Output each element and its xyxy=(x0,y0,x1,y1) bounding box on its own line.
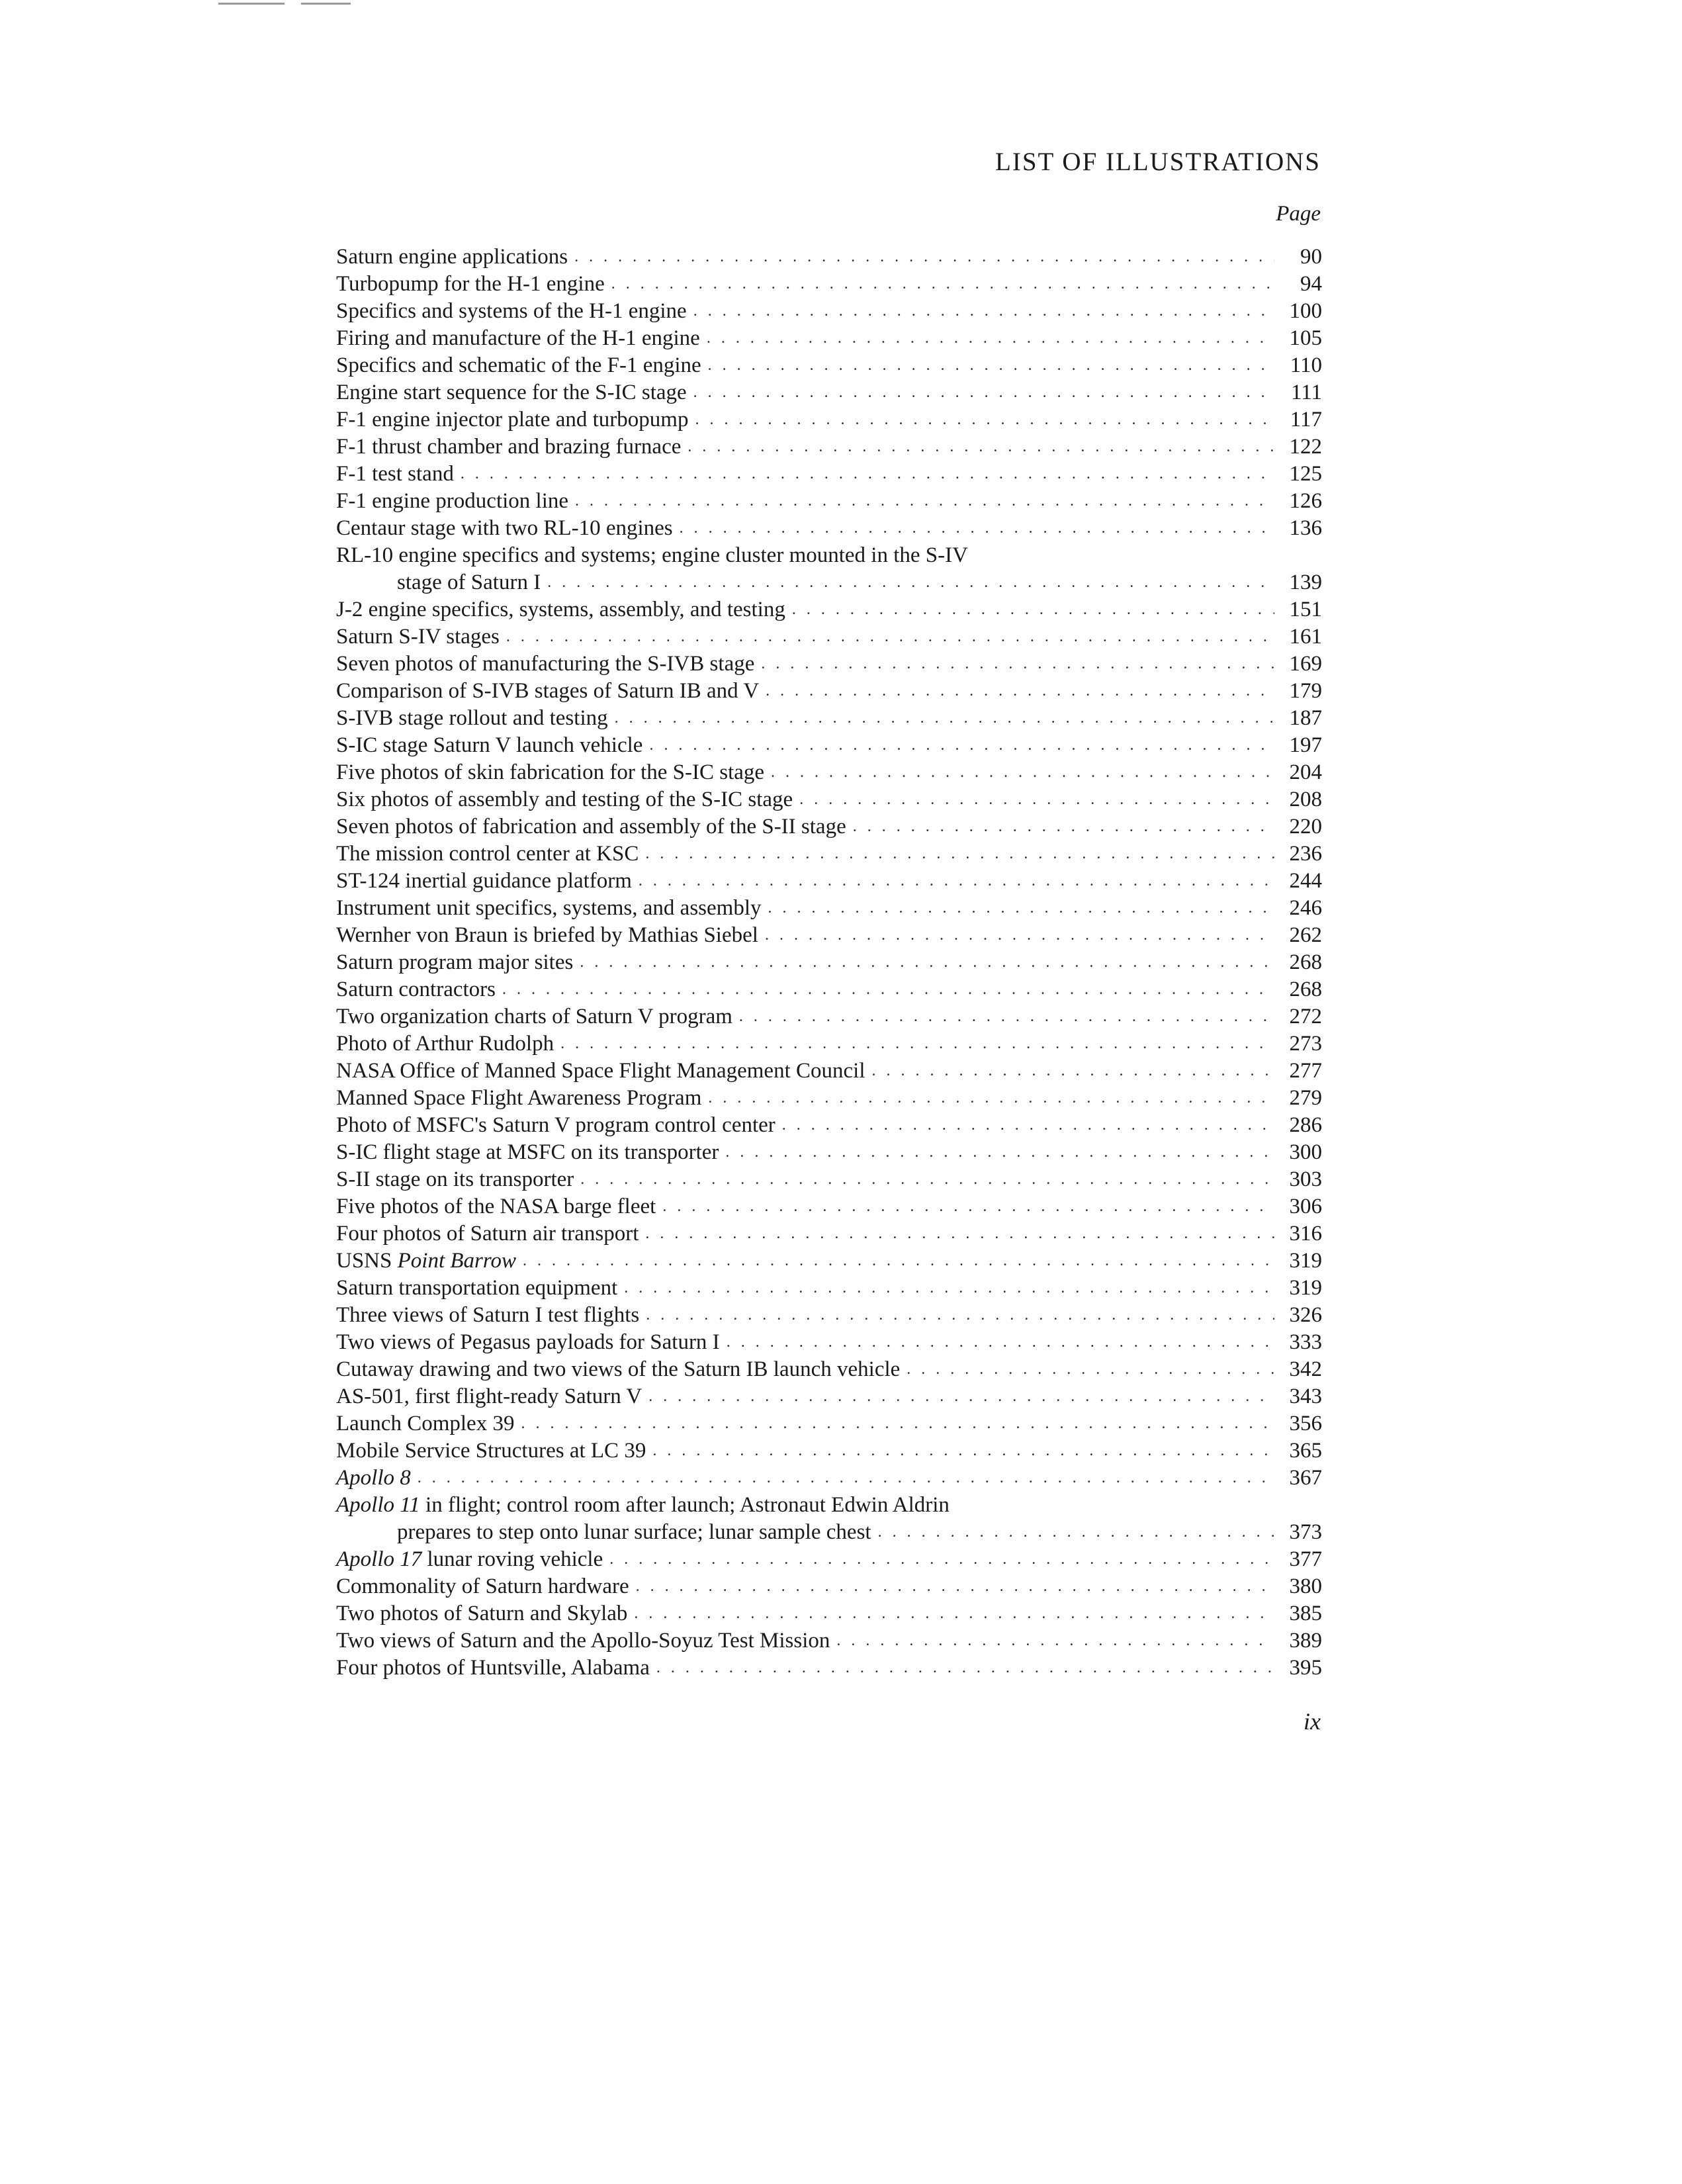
list-item-title: Two views of Pegasus payloads for Saturn I xyxy=(336,1330,720,1354)
list-item-page-number: 136 xyxy=(1289,516,1322,540)
list-item-page-number: 246 xyxy=(1289,896,1322,920)
list-item-page-number: 279 xyxy=(1289,1086,1322,1110)
list-item xyxy=(336,515,1322,542)
dot-leader xyxy=(634,1600,1274,1627)
dot-leader xyxy=(611,271,1274,298)
list-item xyxy=(336,813,1322,841)
list-item-page-number: 306 xyxy=(1289,1195,1322,1218)
list-item-page-number: 110 xyxy=(1290,353,1322,377)
list-item-title: Comparison of S-IVB stages of Saturn IB and V xyxy=(336,679,760,703)
list-item-page-number: 326 xyxy=(1289,1303,1322,1327)
list-item xyxy=(336,705,1322,732)
scan-artifact-mark xyxy=(218,3,285,5)
dot-leader xyxy=(799,786,1274,813)
dot-leader xyxy=(461,461,1274,488)
list-item-page-number: 377 xyxy=(1289,1547,1322,1571)
list-item-page-number: 319 xyxy=(1289,1276,1322,1300)
list-item-title: Engine start sequence for the S-IC stage xyxy=(336,381,687,404)
list-item-title: Cutaway drawing and two views of the Saturn IB launch vehicle xyxy=(336,1357,901,1381)
list-item-title: Apollo 8 xyxy=(336,1466,411,1490)
list-item xyxy=(336,433,1322,461)
dot-leader xyxy=(648,1383,1274,1410)
dot-leader xyxy=(771,759,1274,786)
dot-leader xyxy=(506,623,1274,651)
list-item xyxy=(336,786,1322,813)
list-item-page-number: 365 xyxy=(1289,1439,1322,1463)
dot-leader xyxy=(624,1275,1274,1302)
list-item-title: Saturn S-IV stages xyxy=(336,625,500,649)
list-item xyxy=(336,1600,1322,1627)
list-item-page-number: 343 xyxy=(1289,1385,1322,1408)
dot-leader xyxy=(766,678,1274,705)
list-item xyxy=(336,1275,1322,1302)
list-item-title: RL-10 engine specifics and systems; engine cluster mounted in the S-IV xyxy=(336,543,968,567)
dot-leader xyxy=(609,1546,1274,1573)
list-item-title-continuation: stage of Saturn I xyxy=(397,570,541,594)
dot-leader xyxy=(853,813,1274,841)
list-item xyxy=(336,1112,1322,1139)
list-item-page-number: 319 xyxy=(1289,1249,1322,1273)
dot-leader xyxy=(652,1437,1274,1465)
list-item-title: USNS xyxy=(336,1249,392,1273)
list-item-page-number: 117 xyxy=(1290,408,1322,432)
list-item-title: F-1 test stand xyxy=(336,462,454,486)
list-item-title: Seven photos of manufacturing the S-IVB stage xyxy=(336,652,755,676)
dot-leader xyxy=(656,1655,1274,1682)
list-item-page-number: 151 xyxy=(1289,598,1322,621)
list-item-title: Seven photos of fabrication and assembly of the S-II stage xyxy=(336,815,846,839)
list-item-title: Firing and manufacture of the H-1 engine xyxy=(336,326,700,350)
dot-leader xyxy=(547,569,1274,596)
dot-leader xyxy=(521,1410,1274,1437)
list-item-page-number: 395 xyxy=(1289,1656,1322,1680)
dot-leader xyxy=(836,1627,1274,1655)
list-item-page-number: 277 xyxy=(1289,1059,1322,1083)
list-item-page-number: 204 xyxy=(1289,760,1322,784)
dot-leader xyxy=(523,1248,1274,1275)
list-item-title: AS-501, first flight-ready Saturn V xyxy=(336,1385,642,1408)
dot-leader xyxy=(636,1573,1274,1600)
dot-leader xyxy=(662,1193,1274,1220)
list-item-page-number: 161 xyxy=(1289,625,1322,649)
list-item-page-number: 208 xyxy=(1289,788,1322,811)
list-item-title: S-IC stage Saturn V launch vehicle xyxy=(336,733,643,757)
list-item-page-number: 169 xyxy=(1289,652,1322,676)
list-item xyxy=(336,244,1322,271)
dot-leader xyxy=(418,1465,1274,1492)
dot-leader xyxy=(680,515,1274,542)
list-item-page-number: 179 xyxy=(1289,679,1322,703)
list-item-page-number: 105 xyxy=(1289,326,1322,350)
list-item-page-number: 197 xyxy=(1289,733,1322,757)
list-item xyxy=(336,1627,1322,1655)
list-item-page-number: 273 xyxy=(1289,1032,1322,1056)
list-item-page-number: 122 xyxy=(1289,435,1322,459)
list-item-title: Turbopump for the H-1 engine xyxy=(336,272,605,296)
dot-leader xyxy=(695,406,1274,433)
list-item-title: F-1 engine production line xyxy=(336,489,569,513)
list-item-title: Two photos of Saturn and Skylab xyxy=(336,1602,628,1625)
list-item xyxy=(336,1492,1322,1546)
list-item-page-number: 187 xyxy=(1289,706,1322,730)
list-item xyxy=(336,1302,1322,1329)
list-item-page-number: 303 xyxy=(1289,1167,1322,1191)
list-item-title: Five photos of the NASA barge fleet xyxy=(336,1195,656,1218)
list-item xyxy=(336,352,1322,379)
list-item xyxy=(336,1410,1322,1437)
list-item xyxy=(336,841,1322,868)
list-item-title: S-IC flight stage at MSFC on its transporter xyxy=(336,1140,719,1164)
list-item-page-number: 380 xyxy=(1289,1574,1322,1598)
list-item-title: Mobile Service Structures at LC 39 xyxy=(336,1439,646,1463)
list-item-title-continuation: prepares to step onto lunar surface; lunar sample chest xyxy=(397,1520,871,1544)
list-item-title: Six photos of assembly and testing of the S-IC stage xyxy=(336,788,793,811)
list-item xyxy=(336,732,1322,759)
dot-leader xyxy=(580,1166,1274,1193)
list-item-page-number: 268 xyxy=(1289,978,1322,1001)
dot-leader xyxy=(707,325,1274,352)
dot-leader xyxy=(646,1302,1274,1329)
list-item xyxy=(336,1329,1322,1356)
list-item-page-number: 373 xyxy=(1289,1520,1322,1544)
list-item xyxy=(336,1573,1322,1600)
list-item-title: Four photos of Saturn air transport xyxy=(336,1222,639,1246)
list-item-title: J-2 engine specifics, systems, assembly, and testing xyxy=(336,598,785,621)
list-item xyxy=(336,949,1322,976)
list-item xyxy=(336,1655,1322,1682)
dot-leader xyxy=(725,1139,1274,1166)
list-item-title: Five photos of skin fabrication for the S-IC stage xyxy=(336,760,765,784)
list-item-page-number: 111 xyxy=(1290,381,1322,404)
list-item-page-number: 236 xyxy=(1289,842,1322,866)
list-item-title: lunar roving vehicle xyxy=(421,1547,603,1571)
illustration-list xyxy=(336,244,1322,1682)
list-item-page-number: 262 xyxy=(1289,923,1322,947)
list-item-title: S-II stage on its transporter xyxy=(336,1167,574,1191)
list-item xyxy=(336,379,1322,406)
list-item-title: Commonality of Saturn hardware xyxy=(336,1574,629,1598)
list-item-page-number: 94 xyxy=(1300,272,1322,296)
page-column-header: Page xyxy=(1276,202,1321,226)
list-item xyxy=(336,596,1322,623)
list-item-title-italic: Apollo 17 xyxy=(336,1547,422,1571)
list-item-title: F-1 engine injector plate and turbopump xyxy=(336,408,689,432)
list-item xyxy=(336,1383,1322,1410)
list-item xyxy=(336,651,1322,678)
list-item xyxy=(336,1546,1322,1573)
dot-leader xyxy=(739,1003,1274,1030)
list-item-title: Three views of Saturn I test flights xyxy=(336,1303,640,1327)
list-item xyxy=(336,1030,1322,1058)
list-item-page-number: 220 xyxy=(1289,815,1322,839)
list-item-page-number: 100 xyxy=(1289,299,1322,323)
list-item xyxy=(336,868,1322,895)
dot-leader xyxy=(560,1030,1274,1058)
dot-leader xyxy=(878,1519,1274,1546)
dot-leader xyxy=(768,895,1275,922)
list-item xyxy=(336,1003,1322,1030)
list-item-page-number: 268 xyxy=(1289,950,1322,974)
list-item-page-number: 385 xyxy=(1289,1602,1322,1625)
list-item xyxy=(336,922,1322,949)
list-item-title: Two views of Saturn and the Apollo-Soyuz Test Mission xyxy=(336,1629,830,1653)
list-item xyxy=(336,1356,1322,1383)
list-item xyxy=(336,1193,1322,1220)
dot-leader xyxy=(693,298,1274,325)
list-item-page-number: 126 xyxy=(1289,489,1322,513)
dot-leader xyxy=(649,732,1274,759)
list-item xyxy=(336,1139,1322,1166)
list-item xyxy=(336,1166,1322,1193)
list-item-title: NASA Office of Manned Space Flight Management Council xyxy=(336,1059,865,1083)
dot-leader xyxy=(645,1220,1274,1248)
list-item xyxy=(336,1465,1322,1492)
page-folio: ix xyxy=(1304,1708,1321,1735)
dot-leader xyxy=(575,488,1274,515)
list-item-title: Saturn program major sites xyxy=(336,950,574,974)
list-item-page-number: 342 xyxy=(1289,1357,1322,1381)
list-item xyxy=(336,895,1322,922)
list-item-title: Instrument unit specifics, systems, and assembly xyxy=(336,896,762,920)
list-item xyxy=(336,542,1322,596)
list-item xyxy=(336,271,1322,298)
dot-leader xyxy=(574,244,1274,271)
list-item-page-number: 333 xyxy=(1289,1330,1322,1354)
list-item xyxy=(336,1248,1322,1275)
dot-leader xyxy=(727,1329,1274,1356)
scan-artifact-mark xyxy=(301,3,351,5)
list-item-title: Specifics and systems of the H-1 engine xyxy=(336,299,687,323)
list-item-title: Saturn transportation equipment xyxy=(336,1276,618,1300)
list-item-page-number: 125 xyxy=(1289,462,1322,486)
list-item xyxy=(336,1058,1322,1085)
dot-leader xyxy=(615,705,1274,732)
dot-leader xyxy=(687,433,1274,461)
dot-leader xyxy=(761,651,1274,678)
list-item xyxy=(336,461,1322,488)
dot-leader xyxy=(907,1356,1274,1383)
list-item-page-number: 316 xyxy=(1289,1222,1322,1246)
dot-leader xyxy=(708,1085,1274,1112)
list-item-title: Centaur stage with two RL-10 engines xyxy=(336,516,673,540)
dot-leader xyxy=(792,596,1274,623)
list-item-page-number: 286 xyxy=(1289,1113,1322,1137)
list-item xyxy=(336,1437,1322,1465)
list-item-title: Photo of Arthur Rudolph xyxy=(336,1032,554,1056)
dot-leader xyxy=(502,976,1274,1003)
list-item-title: in flight; control room after launch; Astronaut Edwin Aldrin xyxy=(420,1493,950,1517)
list-item-title: S-IVB stage rollout and testing xyxy=(336,706,608,730)
dot-leader xyxy=(782,1112,1274,1139)
list-item-page-number: 300 xyxy=(1289,1140,1322,1164)
list-item-title-italic: Apollo 11 xyxy=(336,1493,420,1517)
list-item-title: Saturn engine applications xyxy=(336,245,568,269)
dot-leader xyxy=(580,949,1274,976)
dot-leader xyxy=(708,352,1274,379)
list-item-title: F-1 thrust chamber and brazing furnace xyxy=(336,435,682,459)
dot-leader xyxy=(693,379,1274,406)
list-item-title: ST-124 inertial guidance platform xyxy=(336,869,632,893)
list-item-title: Two organization charts of Saturn V program xyxy=(336,1005,732,1028)
list-item xyxy=(336,298,1322,325)
list-item-title: Specifics and schematic of the F-1 engine xyxy=(336,353,701,377)
list-item xyxy=(336,488,1322,515)
list-item xyxy=(336,759,1322,786)
list-item-page-number: 90 xyxy=(1300,245,1322,269)
list-item xyxy=(336,976,1322,1003)
list-item-title: Launch Complex 39 xyxy=(336,1412,515,1435)
list-item xyxy=(336,406,1322,433)
list-item-page-number: 139 xyxy=(1289,570,1322,594)
list-item xyxy=(336,1085,1322,1112)
list-item-page-number: 356 xyxy=(1289,1412,1322,1435)
list-item xyxy=(336,623,1322,651)
page-title: LIST OF ILLUSTRATIONS xyxy=(995,148,1321,176)
list-item-title: Manned Space Flight Awareness Program xyxy=(336,1086,702,1110)
list-item-title: Four photos of Huntsville, Alabama xyxy=(336,1656,650,1680)
list-item xyxy=(336,1220,1322,1248)
list-item xyxy=(336,325,1322,352)
dot-leader xyxy=(639,868,1274,895)
dot-leader xyxy=(872,1058,1275,1085)
list-item-title: The mission control center at KSC xyxy=(336,842,639,866)
list-item-page-number: 272 xyxy=(1289,1005,1322,1028)
dot-leader xyxy=(765,922,1274,949)
list-item-title-italic: Point Barrow xyxy=(397,1249,516,1273)
list-item-page-number: 244 xyxy=(1289,869,1322,893)
list-item xyxy=(336,678,1322,705)
list-item-page-number: 367 xyxy=(1289,1466,1322,1490)
dot-leader xyxy=(645,841,1274,868)
list-item-title: Photo of MSFC's Saturn V program control center xyxy=(336,1113,775,1137)
list-item-page-number: 389 xyxy=(1289,1629,1322,1653)
list-item-title: Wernher von Braun is briefed by Mathias Siebel xyxy=(336,923,758,947)
list-item-title: Saturn contractors xyxy=(336,978,496,1001)
